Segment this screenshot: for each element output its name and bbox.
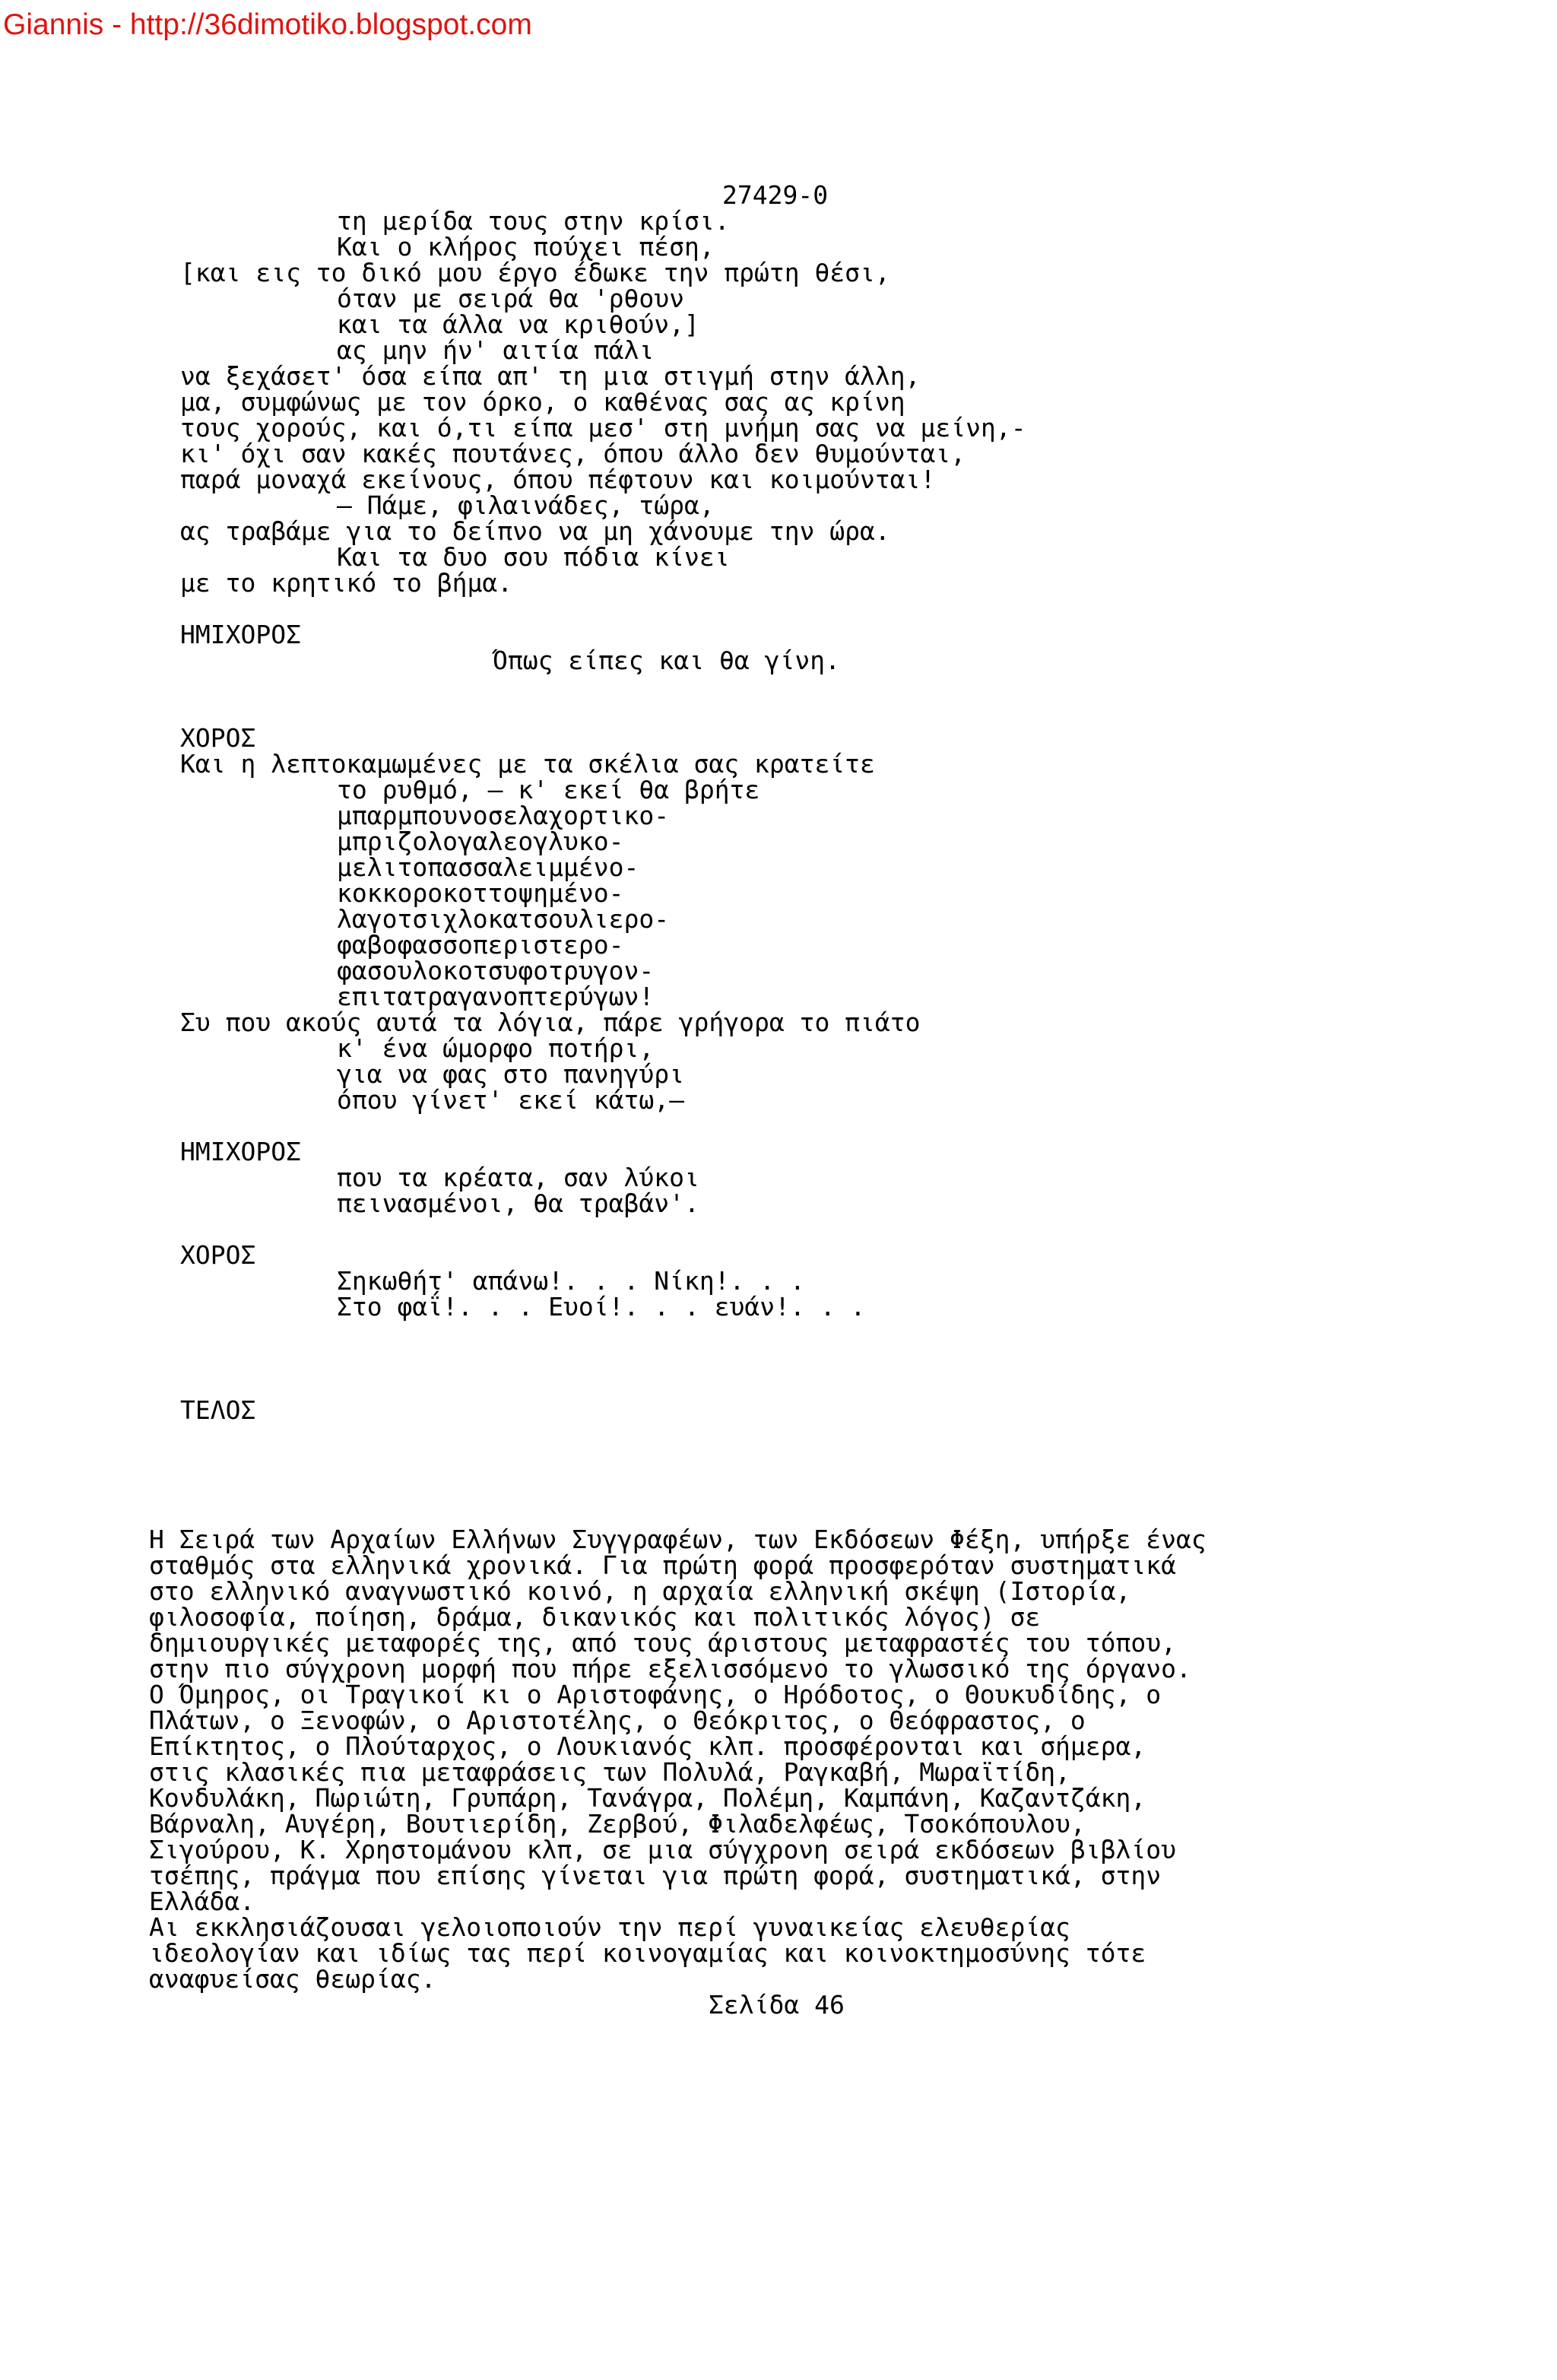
- verse-line: τους χορούς, και ό,τι είπα μεσ' στη μνήμη σας να μείνη,-: [180, 413, 1026, 443]
- verse-line: Στο φαΐ!. . . Ευοί!. . . ευάν!. . .: [337, 1292, 866, 1322]
- speaker-label: ΧΟΡΟΣ: [180, 723, 256, 753]
- paragraph-line: στις κλασικές πια μεταφράσεις των Πολυλά, Ραγκαβή, Μωραϊτίδη,: [149, 1757, 1070, 1787]
- paragraph-line: Κονδυλάκη, Πωριώτη, Γρυπάρη, Τανάγρα, Πολέμη, Καμπάνη, Καζαντζάκη,: [149, 1783, 1146, 1813]
- verse-line: που τα κρέατα, σαν λύκοι: [337, 1163, 699, 1192]
- speaker-label: ΗΜΙΧΟΡΟΣ: [180, 1137, 301, 1166]
- paragraph-line: στην πιο σύγχρονη μορφή που πήρε εξελισσόμενο το γλωσσικό της όργανο.: [149, 1654, 1191, 1683]
- paragraph-line: Ελλάδα.: [149, 1887, 255, 1916]
- verse-line: το ρυθμό, — κ' εκεί θα βρήτε: [337, 775, 760, 804]
- verse-line: τη μερίδα τους στην κρίσι.: [337, 206, 730, 236]
- verse-line: μελιτοπασσαλειμμένο-: [337, 852, 639, 882]
- paragraph-line: Αι εκκλησιάζουσαι γελοιοποιούν την περί γυναικείας ελευθερίας: [149, 1912, 1070, 1942]
- paragraph-line: δημιουργικές μεταφορές της, από τους άριστους μεταφραστές του τόπου,: [149, 1628, 1177, 1658]
- verse-line: όταν με σειρά θα 'ρθουν: [337, 284, 684, 313]
- verse-line: επιτατραγανοπτερύγων!: [337, 982, 655, 1011]
- verse-line: και τα άλλα να κριθούν,]: [337, 309, 699, 339]
- paragraph-line: ιδεολογίαν και ιδίως τας περί κοινογαμίας και κοινοκτημοσύνης τότε: [149, 1938, 1146, 1968]
- verse-line: παρά μοναχά εκείνους, όπου πέφτουν και κοιμούνται!: [180, 465, 936, 494]
- verse-line: Συ που ακούς αυτά τα λόγια, πάρε γρήγορα το πιάτο: [180, 1008, 921, 1037]
- verse-line: όπου γίνετ' εκεί κάτω,—: [337, 1085, 684, 1115]
- verse-line: φαβοφασσοπεριστερο-: [337, 930, 624, 960]
- paragraph-line: Η Σειρά των Αρχαίων Ελλήνων Συγγραφέων, των Εκδόσεων Φέξη, υπήρξε ένας: [149, 1525, 1207, 1554]
- paragraph-line: Ο Όμηρος, οι Τραγικοί κι ο Αριστοφάνης, ο Ηρόδοτος, ο Θουκυδίδης, ο: [149, 1680, 1162, 1709]
- paragraph-line: σταθμός στα ελληνικά χρονικά. Για πρώτη φορά προσφερόταν συστηματικά: [149, 1550, 1177, 1580]
- verse-line: κι' όχι σαν κακές πουτάνες, όπου άλλο δεν θυμούνται,: [180, 439, 966, 468]
- paragraph-line: τσέπης, πράγμα που επίσης γίνεται για πρώτη φορά, συστηματικά, στην: [149, 1861, 1162, 1890]
- page-number: Σελίδα 46: [709, 1990, 845, 2020]
- verse-line: πεινασμένοι, θα τραβάν'.: [337, 1188, 699, 1218]
- verse-line: Και ο κλήρος πούχει πέση,: [337, 232, 715, 262]
- verse-line: — Πάμε, φιλαινάδες, τώρα,: [337, 490, 715, 520]
- end-label: ΤΕΛΟΣ: [180, 1395, 256, 1425]
- verse-line: κοκκοροκοττοψημένο-: [337, 878, 624, 908]
- verse-line: Όπως είπες και θα γίνη.: [493, 646, 840, 675]
- paragraph-line: Επίκτητος, ο Πλούταρχος, ο Λουκιανός κλπ. προσφέρονται και σήμερα,: [149, 1731, 1146, 1761]
- paragraph-line: στο ελληνικό αναγνωστικό κοινό, η αρχαία ελληνική σκέψη (Ιστορία,: [149, 1576, 1131, 1606]
- site-header-link[interactable]: Giannis - http://36dimotiko.blogspot.com: [3, 8, 532, 41]
- verse-line: ας μην ήν' αιτία πάλι: [337, 335, 655, 365]
- paragraph-line: Πλάτων, ο Ξενοφών, ο Αριστοτέλης, ο Θεόκριτος, ο Θεόφραστος, ο: [149, 1706, 1086, 1735]
- semichorus-section: [0, 620, 840, 724]
- paragraph-line: φιλοσοφία, ποίηση, δράμα, δικανικός και πολιτικός λόγος) σε: [149, 1602, 1041, 1632]
- speaker-label: ΗΜΙΧΟΡΟΣ: [180, 620, 301, 649]
- verse-line: [και εις το δικό μου έργο έδωκε την πρώτη θέσι,: [180, 258, 890, 287]
- verse-line: Και τα δυο σου πόδια κίνει: [337, 542, 730, 572]
- verse-line: ας τραβάμε για το δείπνο να μη χάνουμε την ώρα.: [180, 516, 890, 546]
- page-code: 27429-0: [722, 180, 829, 210]
- verse-line: μπαρμπουνοσελαχορτικο-: [337, 801, 670, 830]
- verse-line: λαγοτσιχλοκατσουλιερο-: [337, 904, 670, 934]
- verse-line: μα, συμφώνως με τον όρκο, ο καθένας σας ας κρίνη: [180, 387, 905, 417]
- verse-line: μπριζολογαλεογλυκο-: [337, 827, 624, 856]
- paragraph-line: Βάρναλη, Αυγέρη, Βουτιερίδη, Ζερβού, Φιλαδελφέως, Τσοκόπουλου,: [149, 1809, 1086, 1839]
- paragraph-line: αναφυείσας θεωρίας.: [149, 1964, 436, 1994]
- verse-line: Και η λεπτοκαμωμένες με τα σκέλια σας κρατείτε: [180, 749, 875, 779]
- paragraph-line: Σιγούρου, Κ. Χρηστομάνου κλπ, σε μια σύγχρονη σειρά εκδόσεων βιβλίου: [149, 1835, 1177, 1864]
- verse-line: να ξεχάσετ' όσα είπα απ' τη μια στιγμή στην άλλη,: [180, 361, 921, 391]
- verse-line: για να φας στο πανηγύρι: [337, 1059, 684, 1089]
- verse-line: φασουλοκοτσυφοτρυγον-: [337, 956, 655, 985]
- verse-line: με το κρητικό το βήμα.: [180, 568, 513, 598]
- verse-line: Σηκωθήτ' απάνω!. . . Νίκη!. . .: [337, 1266, 805, 1296]
- verse-line: κ' ένα ώμορφο ποτήρι,: [337, 1033, 655, 1063]
- speaker-label: ΧΟΡΟΣ: [180, 1240, 256, 1270]
